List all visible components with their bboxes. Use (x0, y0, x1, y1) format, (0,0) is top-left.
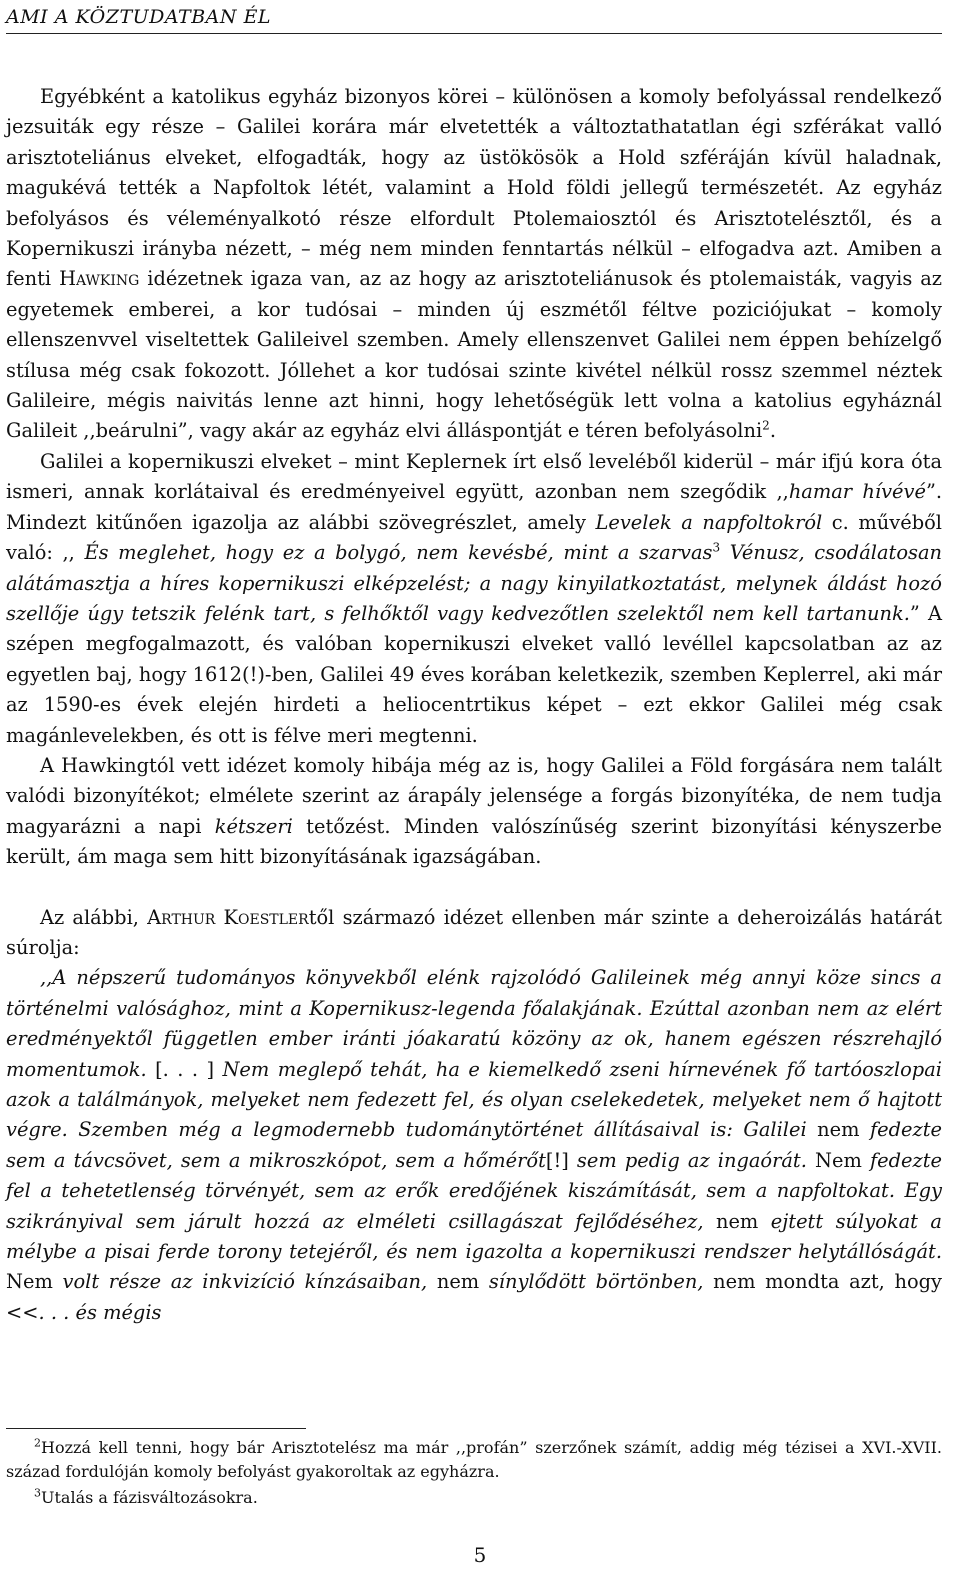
quote-span: sem pedig az ingaórát. (568, 1148, 816, 1172)
quote-span: volt része az inkvizíció kínzásaiban, (52, 1270, 437, 1294)
footnote-2 (6, 1436, 942, 1484)
text-span: c. művéből való: ,, (6, 510, 942, 565)
upright-span: nem mondta azt, hogy << (6, 1270, 942, 1324)
text-span: . (769, 419, 776, 443)
footnote-number: 3 (34, 1486, 41, 1500)
quote-span: sem a távcsövet, sem a mikroszkópot, sem a hőmérőt (6, 1148, 546, 1172)
italic-span: hamar hívévé (788, 480, 926, 504)
footnote-3 (6, 1486, 942, 1510)
upright-span: [!] (545, 1148, 569, 1172)
text-span: tetőzést. Minden valószínűség szerint bizonyítási kényszerbe került, ám maga sem hitt bizonyításának igazságában. (6, 814, 943, 869)
paragraph-1 (6, 82, 942, 447)
quote-span: sínylődött börtönben, (479, 1270, 714, 1294)
paragraph-3 (6, 751, 942, 873)
paragraph-4 (6, 903, 942, 964)
text-span: idézetnek igaza van, az az hogy az arisztoteliánusok és ptolemaisták, vagyis az egyetemek emberei, a kor tudósai – minden új eszmétől féltve poziciójukat – komoly ellenszenvvel viseltettek Galileivel szemben. Amely ellenszenvet Galilei nem éppen behízelgő stílusa még csak fokozott. Jóllehet a kor tudósai szinte kivétel nélkül rossz szemmel néztek Galileire, mégis naivitás lenne azt hinni, hogy lehetőségük lett volna a katolius egyháznál Galileit ,,beárulni”, vagy akár az egyház elvi álláspontját e téren befolyásolni (6, 267, 942, 443)
text-span: Az alábbi, (40, 905, 148, 929)
text-span: től származó idézet ellenben már szinte a deheroizálás határát súrolja: (6, 905, 942, 959)
quote-span: Vénusz, csodálatosan alátámasztja a híres kopernikuszi elképzelést; a nagy kinyilatkoztatást, melynek áldást hozó szellője úgy tetszik felénk tart, s felhőktől vagy kedvezőtlen szelektől nem kell tartanunk. (6, 541, 942, 625)
quote-span: És meglehet, hogy ez a bolygó, nem kevésbé, mint a szarvas (84, 541, 713, 565)
author-name-hawking: Hawking (59, 267, 140, 291)
main-text (6, 82, 942, 1328)
quote-span: fedezte fel a tehetetlenség törvényét, sem az erők eredőjének kiszámítását, sem a napfoltokat. Egy szikrányival sem járult hozzá az elméleti csillagászat fejlődéséhez, (6, 1148, 942, 1233)
upright-span: nem (436, 1270, 480, 1294)
text-span: ”. Mindezt kitűnően igazolja az alábbi szövegrészlet, amely (6, 480, 943, 534)
quote-span: fedezte (859, 1118, 942, 1142)
footnote-number: 2 (34, 1436, 41, 1450)
italic-span: kétszeri (214, 814, 293, 838)
paragraph-2 (6, 447, 942, 751)
upright-span: nem (817, 1118, 860, 1142)
quote-span: ejtett súlyokat a mélybe a pisai ferde torony tetejéről, és nem igazolta a kopernikuszi rendszer helytállóságát. (6, 1209, 942, 1264)
quote-span: Nem meglepő tehát, ha e kiemelkedő zseni hírnevének fő tartóoszlopai azok a találmányok, melyeket nem fedezett fel, és olyan cselekedetek, melyeket nem ő hajtott végre. Szemben még a legmodernebb tudománytörténet állításaival is: Galilei (6, 1057, 942, 1142)
work-title: Levelek a napfoltokról (595, 510, 823, 534)
footnote-ref-3[interactable]: 3 (712, 540, 721, 555)
page-number: 5 (473, 1543, 487, 1567)
author-name-koestler: Arthur Koestler (147, 905, 309, 929)
quote-span: ,,A népszerű tudományos könyvekből elénk rajzolódó Galileinek még annyi köze sincs a történelmi valósághoz, mint a Kopernikusz-legenda főalakjának. Ezúttal azonban nem az elért eredményektől független ember iránti jóakaratú közöny az ok, hanem egészen részrehajló momentumok. (6, 966, 942, 1081)
footnote-ref-2[interactable]: 2 (762, 419, 770, 433)
upright-span: Nem (6, 1270, 53, 1294)
text-span: ” A szépen megfogalmazott, és valóban kopernikuszi elveket valló levéllel kapcsolatban az az egyetlen baj, hogy 1612(!)-ben, Galilei 49 éves korában keletkezik, szemben Keplerrel, aki már az 1590-es évek elején hirdeti a heliocentrtikus képet – ezt ekkor Galilei még csak magánlevelekben, és ott is félve meri megtenni. (6, 601, 942, 747)
footnote-text: Utalás a fázisváltozásokra. (41, 1488, 258, 1507)
running-header (6, 6, 942, 34)
running-title: AMI A KÖZTUDATBAN ÉL (6, 6, 272, 28)
text-span: Galilei a kopernikuszi elveket – mint Keplernek írt első leveléből kiderül – már ifjú kora óta ismeri, annak korlátaival és eredményeivel együtt, azonban nem szegődik ,, (6, 449, 942, 504)
ellipsis: [. . . ] (155, 1057, 215, 1081)
upright-span: Nem (815, 1148, 862, 1172)
text-span: Egyébként a katolikus egyház bizonyos körei – különösen a komoly befolyással rendelkező jezsuiták egy része – Galilei korára már elvetették a változtathatatlan égi szférákat valló arisztoteliánus elveket, elfogadták, hogy az üstökösök a Hold szféráján kívül haladnak, magukévá tették a Napfoltok létét, valamint a Hold földi jellegű természetét. Az egyház befolyásos és véleményalkotó része elfordult Ptolemaiosztól és Arisztotelésztől, és a Kopernikuszi irányba nézett, – még nem minden fenntartás nélkül – elfogadva azt. Amiben a fenti (6, 85, 942, 291)
footnote-text: Hozzá kell tenni, hogy bár Arisztotelész ma már ,,profán” szerzőnek számít, addig még tézisei a XVI.-XVII. század fordulóján komoly befolyást gyakoroltak az egyházra. (6, 1438, 942, 1481)
upright-span: nem (715, 1209, 759, 1233)
text-span: A Hawkingtól vett idézet komoly hibája még az is, hogy Galilei a Föld forgására nem talált valódi bizonyítékot; elmélete szerint az árapály jelensége a forgás bizonyítéka, de nem tudja magyarázni a napi (6, 753, 942, 838)
quote-span: . . . és mégis (38, 1300, 162, 1324)
footnote-divider (6, 1428, 306, 1429)
block-quote (6, 963, 942, 1328)
